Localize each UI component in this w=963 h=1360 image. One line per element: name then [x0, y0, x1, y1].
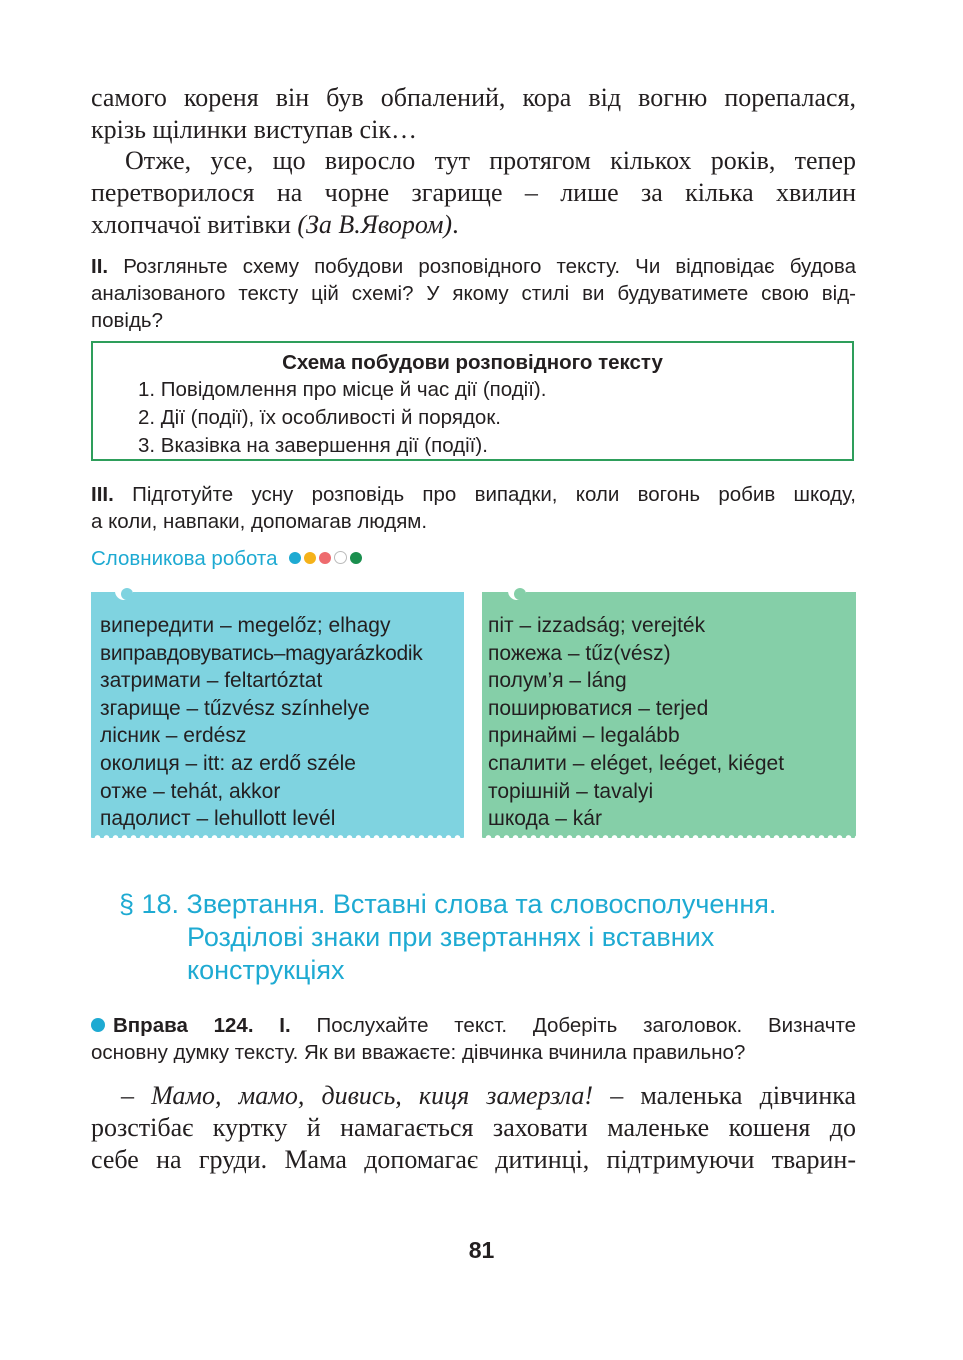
- story-line: [91, 1080, 856, 1112]
- vocab-item: випередити – megelőz; elhagy: [100, 614, 391, 637]
- task-3: [91, 481, 856, 535]
- task-line: повідь?: [91, 309, 163, 332]
- ring-hole-icon: [508, 582, 526, 600]
- exercise-label: Вправа 124. І.: [113, 1014, 291, 1037]
- vocab-item: пожежа – tűz(vész): [488, 641, 671, 665]
- task-2: [91, 253, 856, 334]
- exercise-line: основну думку тексту. Як ви вважаєте: дівчинка вчинила правильно?: [91, 1041, 746, 1064]
- task-label: III.: [91, 483, 114, 506]
- vocab-item: падолист – lehullott levél: [100, 807, 336, 831]
- vocab-card-right: [482, 592, 856, 838]
- vocab-list: [100, 612, 423, 833]
- section-title: [119, 888, 776, 987]
- text-fragment: хлопчачої витівки: [91, 210, 291, 239]
- text-line: перетворилося на чорне згарище – лише за кілька хвилин: [91, 178, 856, 207]
- source-citation: (За В.Явором): [297, 210, 453, 239]
- vocab-item: затримати – feltartóztat: [100, 669, 323, 693]
- vocab-item: принаймі – legalább: [488, 724, 680, 748]
- exercise-124: [91, 1012, 856, 1066]
- vocab-card-left: [91, 592, 464, 838]
- task-line: [91, 481, 856, 508]
- yellow-dot-icon: [304, 552, 316, 564]
- story-quote: – Мамо, мамо, дивись, киця замерзла!: [121, 1081, 594, 1110]
- exercise-line: [91, 1012, 856, 1039]
- text-line: крізь щілинки виступав сік…: [91, 115, 417, 144]
- scheme-item: 3. Вказівка на завершення дії (події).: [138, 434, 488, 457]
- ring-hole-icon: [115, 582, 133, 600]
- body-text-continuation: [91, 82, 856, 146]
- vocab-item: піт – izzadság; verejték: [488, 614, 706, 637]
- blue-dot-icon: [289, 552, 301, 564]
- body-paragraph: [91, 145, 856, 241]
- text-line: самого кореня він був обпалений, кора від вогню порепалася,: [91, 83, 856, 112]
- text-period: .: [452, 210, 459, 239]
- vocab-item: шкода – kár: [488, 807, 602, 831]
- task-text: Розгляньте схему побудови розповідного тексту. Чи відповідає будова: [123, 255, 856, 278]
- section-title-line: конструкціях: [187, 955, 345, 985]
- scheme-box: [91, 341, 854, 461]
- scheme-title: Схема побудови розповідного тексту: [282, 351, 663, 374]
- exercise-text: Послухайте текст. Доберіть заголовок. Визначте: [316, 1014, 856, 1037]
- story-text: [91, 1080, 856, 1176]
- text-line: Отже, усе, що виросло тут протягом кількох років, тепер: [125, 146, 856, 175]
- vocab-heading: [91, 547, 362, 571]
- vocab-item: торішній – tavalyi: [488, 779, 654, 803]
- task-label: II.: [91, 255, 109, 278]
- perforated-edge: [91, 834, 464, 842]
- vocab-item: виправдовуватись–magyarázkodik: [100, 641, 423, 665]
- story-line: розстібає куртку й намагається заховати маленьке кошеня до: [91, 1113, 856, 1142]
- scheme-item: 1. Повідомлення про місце й час дії (події).: [138, 378, 547, 401]
- perforated-edge: [482, 834, 856, 842]
- vocab-heading-text: Словникова робота: [91, 547, 278, 570]
- scheme-item: 2. Дії (події), їх особливості й порядок.: [138, 406, 501, 429]
- ring-hole-inner: [514, 588, 526, 600]
- white-dot-icon: [334, 551, 347, 564]
- task-line: а коли, навпаки, допомагав людям.: [91, 510, 428, 533]
- green-dot-icon: [350, 552, 362, 564]
- story-text-fragment: – маленька дівчинка: [610, 1081, 857, 1110]
- section-title-line: Розділові знаки при звертаннях і вставних: [187, 922, 715, 952]
- vocab-item: лісник – erdész: [100, 724, 247, 748]
- vocab-item: згарище – tűzvész színhelye: [100, 696, 370, 720]
- red-dot-icon: [319, 552, 331, 564]
- ring-hole-inner: [121, 588, 133, 600]
- task-text: Підготуйте усну розповідь про випадки, коли вогонь робив шкоду,: [132, 483, 856, 506]
- vocab-item: поширюватися – terjed: [488, 696, 709, 720]
- task-line: аналізованого тексту цій схемі? У якому стилі ви будуватимете свою від-: [91, 282, 856, 305]
- vocab-list: [488, 612, 784, 833]
- vocab-item: отже – tehát, akkor: [100, 779, 281, 803]
- text-line-with-source: [91, 209, 856, 241]
- page-number: 81: [468, 1237, 495, 1263]
- story-line: себе на груди. Мама допомагає дитинці, підтримуючи тварин-: [91, 1145, 856, 1174]
- vocab-item: околиця – itt: az erdő széle: [100, 751, 356, 775]
- section-title-line: § 18. Звертання. Вставні слова та словосполучення.: [119, 889, 777, 919]
- vocab-item: спалити – eléget, leéget, kiéget: [488, 751, 785, 775]
- task-line: [91, 253, 856, 280]
- vocab-item: полум’я – láng: [488, 669, 627, 693]
- bullet-icon: [91, 1018, 105, 1032]
